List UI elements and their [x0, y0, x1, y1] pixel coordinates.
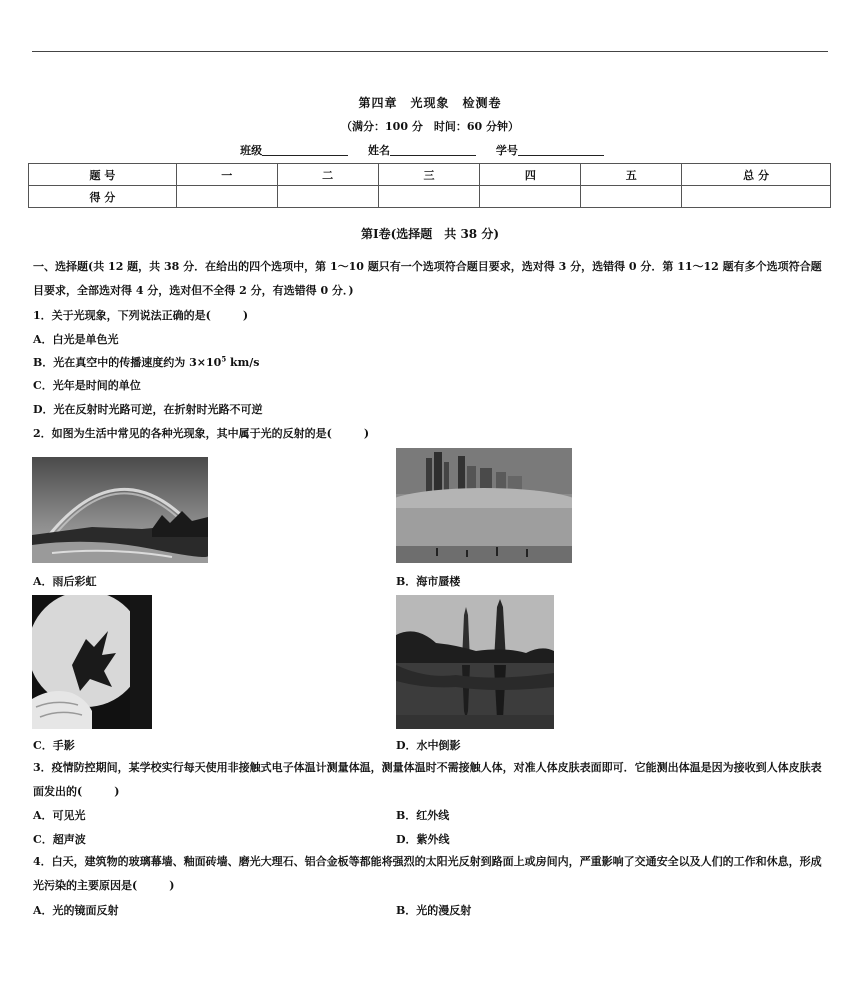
- student-fields: [0, 142, 860, 158]
- q1-option-d: D．光在反射时光路可逆，在折射时光路不可逆: [33, 403, 263, 416]
- q2-option-d: D．水中倒影: [396, 739, 461, 752]
- id-blank[interactable]: [518, 145, 604, 156]
- score-input-cell[interactable]: [682, 186, 831, 208]
- q2-option-a: A．雨后彩虹: [33, 575, 97, 588]
- q1-option-c: C．光年是时间的单位: [33, 379, 141, 392]
- q2-stem: [33, 425, 369, 441]
- score-cell: 一: [176, 164, 277, 186]
- class-blank[interactable]: [262, 145, 348, 156]
- mirage-image: [396, 448, 572, 563]
- q3-option-c: C．超声波: [33, 833, 86, 846]
- name-blank[interactable]: [390, 145, 476, 156]
- class-label: 班级: [240, 144, 263, 157]
- q1-b-unit: km/s: [226, 356, 260, 369]
- exam-title: 第四章 光现象 检测卷: [358, 96, 502, 110]
- q1-option-a: A．白光是单色光: [33, 333, 119, 346]
- q3-stem: [33, 756, 828, 804]
- rainbow-image: [32, 457, 208, 563]
- q1-stem-end: ): [242, 309, 249, 322]
- score-cell: 题 号: [29, 164, 177, 186]
- q3-option-b: B．红外线: [396, 809, 450, 822]
- q4-stem-text: 4．白天，建筑物的玻璃幕墙、釉面砖墙、磨光大理石、铝合金板等都能将强烈的太阳光反射到路面上或房间内，严重影响了交通安全以及人们的工作和休息，形成光污染的主要原因是(: [33, 855, 822, 892]
- q3-stem-end: ): [114, 785, 120, 798]
- water-reflection-image: [396, 595, 554, 729]
- score-input-cell[interactable]: [277, 186, 378, 208]
- q3-option-a: A．可见光: [33, 809, 86, 822]
- score-input-cell[interactable]: [480, 186, 581, 208]
- q4-option-b: B．光的漫反射: [396, 904, 472, 917]
- score-cell: 三: [378, 164, 480, 186]
- q2-stem-text: 2．如图为生活中常见的各种光现象，其中属于光的反射的是(: [33, 427, 332, 440]
- score-input-cell[interactable]: [176, 186, 277, 208]
- hand-shadow-image: [32, 595, 152, 729]
- section1-instructions: 一、选择题(共 12 题，共 38 分．在给出的四个选项中，第 1～10 题只有一个选项符合题目要求，选对得 3 分，选错得 0 分．第 11～12 题有多个选项符合题目要求，全部选对得 4 分，选对但不全得 2 分，有选错得 0 分．): [33, 260, 822, 297]
- score-cell: 二: [277, 164, 378, 186]
- score-header-row: [29, 164, 831, 186]
- score-input-cell[interactable]: [378, 186, 480, 208]
- score-table: [28, 163, 831, 208]
- name-label: 姓名: [368, 144, 390, 157]
- q4-option-a: A．光的镜面反射: [33, 904, 119, 917]
- score-input-cell[interactable]: [581, 186, 682, 208]
- score-cell: 四: [480, 164, 581, 186]
- part1-title: 第Ⅰ卷(选择题 共 38 分): [360, 227, 500, 241]
- q3-option-d: D．紫外线: [396, 833, 450, 846]
- q2-option-b: B．海市蜃楼: [396, 575, 461, 588]
- q1-stem-text: 1．关于光现象，下列说法正确的是(: [33, 309, 211, 322]
- exam-subtitle: （满分：100 分 时间：60 分钟）: [341, 120, 519, 133]
- q1-stem: [33, 307, 248, 323]
- score-cell: 总 分: [682, 164, 831, 186]
- q3-stem-text: 3．疫情防控期间，某学校实行每天使用非接触式电子体温计测量体温，测量体温时不需接触人体，对准人体皮肤表面即可．它能测出体温是因为接收到人体皮肤表面发出的(: [33, 761, 822, 798]
- q1-b-exponent: 5: [221, 354, 227, 364]
- score-cell: 五: [581, 164, 682, 186]
- header-rule: [32, 51, 828, 52]
- id-label: 学号: [495, 144, 518, 157]
- q2-stem-end: ): [363, 427, 370, 440]
- q1-option-b: [33, 354, 260, 370]
- q4-stem: [33, 850, 828, 898]
- q4-stem-end: ): [169, 879, 175, 892]
- q1-b-text: B．光在真空中的传播速度约为 3×10: [33, 356, 222, 369]
- q2-option-c: C．手影: [33, 739, 75, 752]
- score-value-row: [29, 186, 831, 208]
- score-label-cell: 得 分: [29, 186, 177, 208]
